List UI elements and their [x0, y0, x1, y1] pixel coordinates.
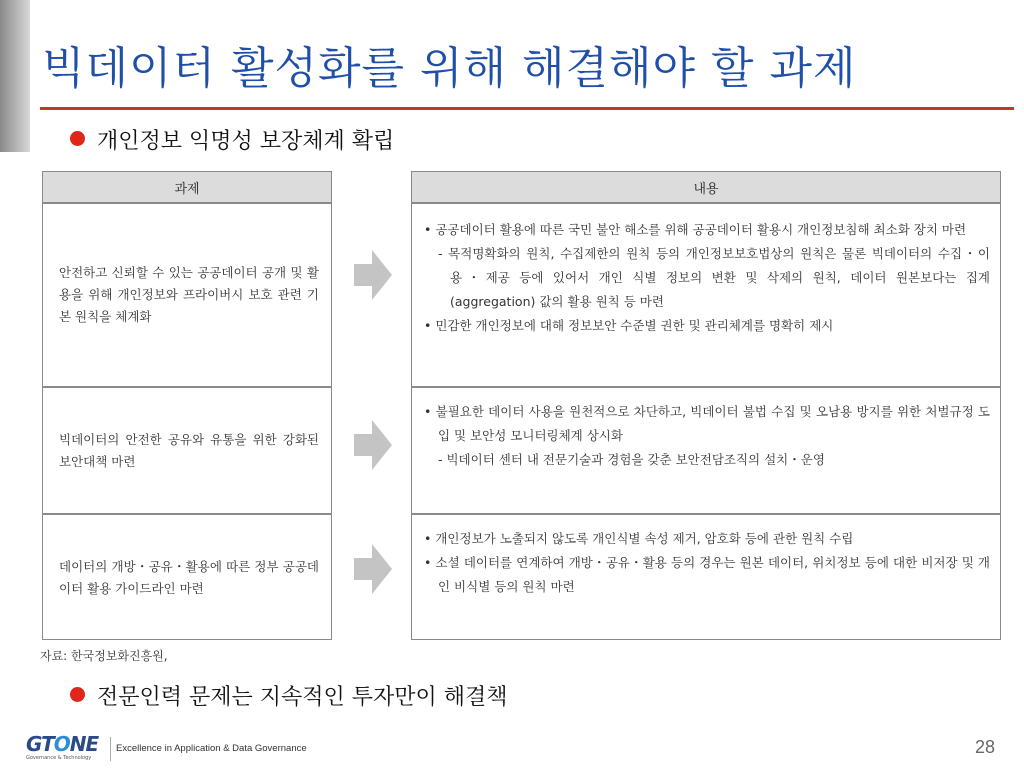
arrow-right-icon	[354, 250, 392, 300]
content-cell-1	[412, 204, 1000, 388]
content-cell-3	[412, 515, 1000, 641]
content-header: 내용	[412, 172, 1000, 204]
content-cell-2	[412, 388, 1000, 515]
title-divider	[40, 107, 1014, 110]
bullet-dot-icon	[70, 131, 85, 146]
content-list-2	[424, 400, 990, 472]
content-item: • 개인정보가 노출되지 않도록 개인식별 속성 제거, 암호화 등에 관한 원칙 수립	[424, 531, 854, 546]
content-item: • 민감한 개인정보에 대해 정보보안 수준별 권한 및 관리체계를 명확히 제시	[424, 318, 834, 333]
content-list-3	[424, 527, 990, 599]
content-item: • 불필요한 데이터 사용을 원천적으로 차단하고, 빅데이터 불법 수집 및 오남용 방지를 위한 처벌규정 도입 및 보안성 모니터링체계 상시화	[424, 404, 990, 443]
task-cell-3	[43, 515, 331, 641]
task-text-2: 빅데이터의 안전한 공유와 유통을 위한 강화된 보안대책 마련	[59, 431, 319, 469]
logo-tagline: Governance & Technology	[26, 755, 92, 761]
task-header: 과제	[43, 172, 331, 204]
logo-wordmark: GTONE	[26, 732, 99, 756]
bullet-text-2: 전문인력 문제는 지속적인 투자만이 해결책	[97, 685, 508, 710]
task-text-3: 데이터의 개방・공유・활용에 따른 정부 공공데이터 활용 가이드라인 마련	[59, 559, 319, 596]
source-note: 자료: 한국정보화진흥원,	[40, 649, 168, 663]
arrow-right-icon	[354, 420, 392, 470]
bullet-dot-icon	[70, 687, 85, 702]
task-text-1: 안전하고 신뢰할 수 있는 공공데이터 공개 및 활용을 위해 개인정보와 프라이버시 보호 관련 기본 원칙을 체계화	[59, 265, 319, 324]
content-subitem: - 목적명확화의 원칙, 수집제한의 원칙 등의 개인정보보호법상의 원칙은 물론 빅데이터의 수집・이용・제공 등에 있어서 개인 식별 정보의 변환 및 삭제의 원칙, 데이터 원본보다는 집계(aggregation) 값의 활용 원칙 등 마련	[438, 246, 990, 309]
content-item: • 소셜 데이터를 연계하여 개방・공유・활용 등의 경우는 원본 데이터, 위치정보 등에 대한 비저장 및 개인 비식별 등의 원칙 마련	[424, 555, 990, 594]
footer-tagline: Excellence in Application & Data Governance	[116, 743, 307, 754]
bullet-item-2	[70, 680, 508, 711]
task-cell-1	[43, 204, 331, 388]
content-table	[411, 171, 1001, 640]
arrow-right-icon	[354, 544, 392, 594]
company-logo	[26, 734, 106, 764]
task-table	[42, 171, 332, 640]
task-cell-2	[43, 388, 331, 515]
bullet-text-1: 개인정보 익명성 보장체계 확립	[97, 129, 395, 154]
content-item: • 공공데이터 활용에 따른 국민 불안 해소를 위해 공공데이터 활용시 개인정보침해 최소화 장치 마련	[424, 222, 967, 237]
content-subitem: - 빅데이터 센터 내 전문기술과 경험을 갖춘 보안전담조직의 설치・운영	[438, 452, 825, 467]
page-number: 28	[975, 737, 996, 757]
bullet-item-1	[70, 124, 394, 155]
slide-title: 빅데이터 활성화를 위해 해결해야 할 과제	[42, 43, 857, 94]
side-accent-bar	[0, 0, 30, 152]
footer-divider	[110, 737, 111, 761]
content-list-1	[424, 218, 990, 338]
